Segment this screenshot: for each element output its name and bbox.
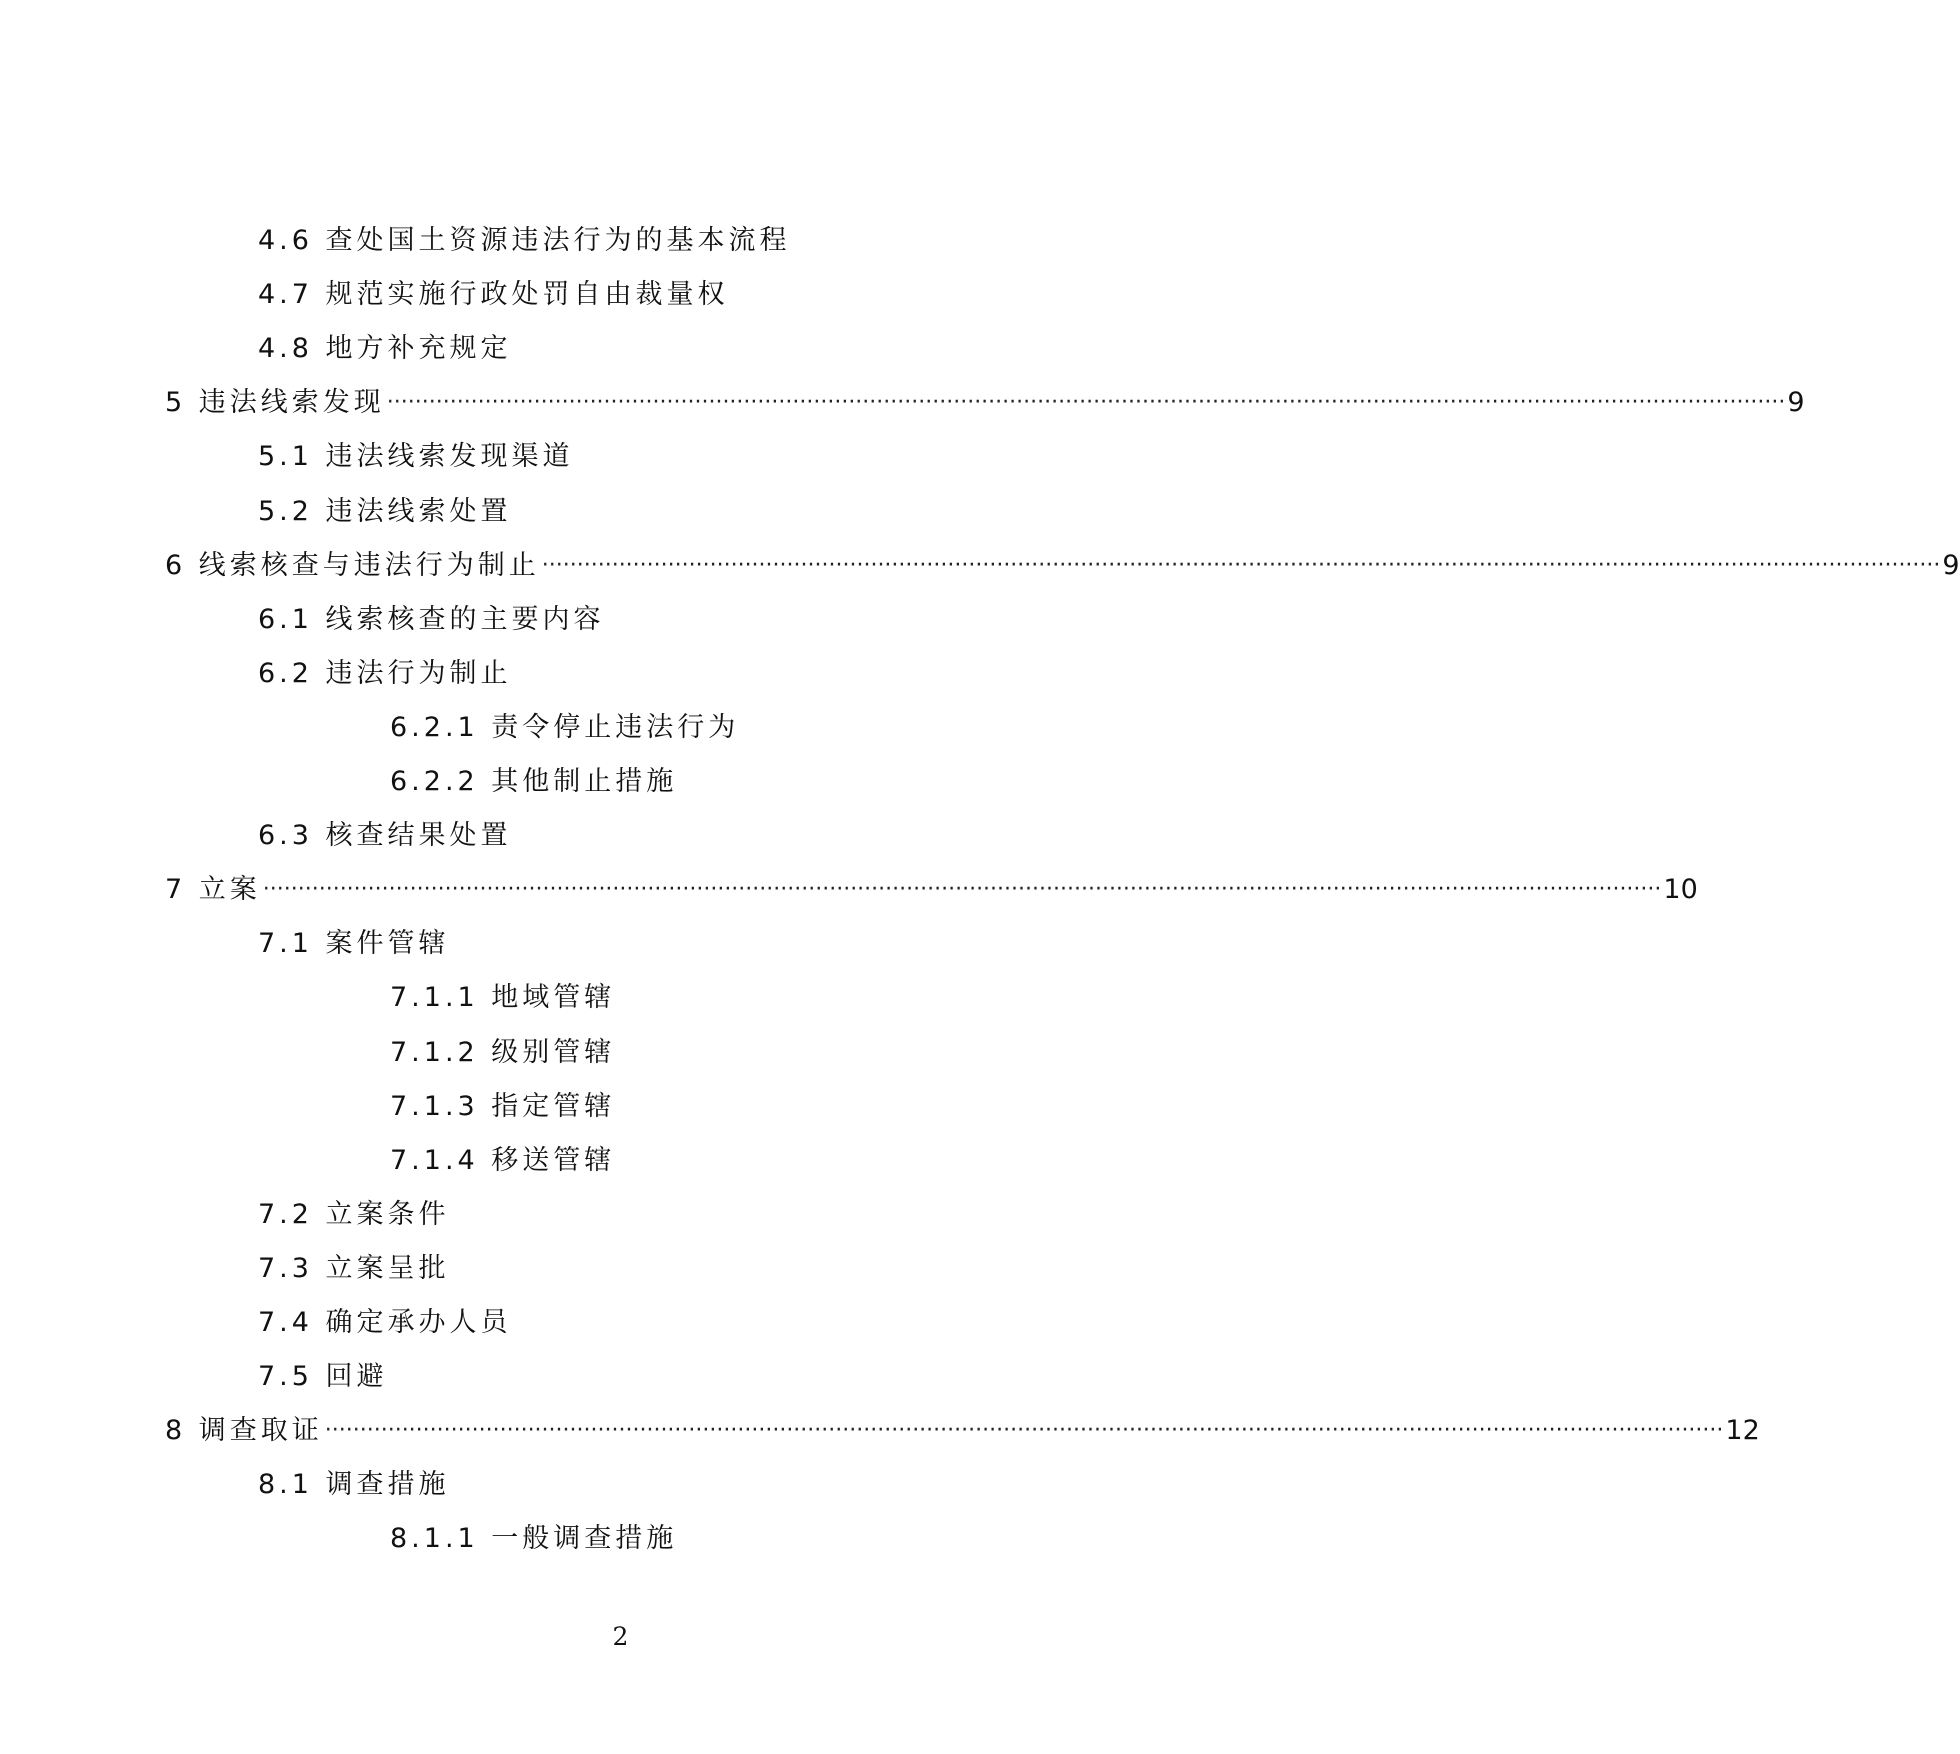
- toc-entry[interactable]: 7.3 立案呈批: [258, 1253, 450, 1284]
- toc-subentry[interactable]: 7.1.4 移送管辖: [390, 1145, 616, 1176]
- toc-chapter-title: 7 立案: [165, 874, 261, 905]
- toc-page-number: 9: [1942, 550, 1960, 581]
- toc-entry[interactable]: 4.6 查处国土资源违法行为的基本流程: [258, 225, 791, 256]
- toc-leader-dots: ········································································································································································································: [324, 1418, 1724, 1443]
- toc-page-number: 12: [1725, 1415, 1760, 1446]
- toc-page-number: 9: [1787, 387, 1805, 418]
- page-number: 2: [612, 1622, 629, 1651]
- toc-entry[interactable]: 7.4 确定承办人员: [258, 1307, 512, 1338]
- toc-chapter-entry[interactable]: [165, 1411, 1760, 1451]
- toc-chapter-entry[interactable]: [165, 546, 1960, 586]
- toc-chapter-title: 8 调查取证: [165, 1415, 323, 1446]
- toc-subentry[interactable]: 7.1.2 级别管辖: [390, 1037, 616, 1068]
- toc-entry[interactable]: 5.2 违法线索处置: [258, 496, 512, 527]
- toc-subentry[interactable]: 6.2.2 其他制止措施: [390, 766, 678, 797]
- toc-entry[interactable]: 7.1 案件管辖: [258, 928, 450, 959]
- toc-subentry[interactable]: 7.1.1 地域管辖: [390, 982, 616, 1013]
- toc-entry[interactable]: 4.7 规范实施行政处罚自由裁量权: [258, 279, 729, 310]
- toc-chapter-title: 5 违法线索发现: [165, 387, 385, 418]
- toc-entry[interactable]: 7.5 回避: [258, 1361, 388, 1392]
- toc-leader-dots: ········································································································································································································: [386, 390, 1786, 415]
- toc-entry[interactable]: 6.1 线索核查的主要内容: [258, 604, 605, 635]
- toc-subentry[interactable]: 8.1.1 一般调查措施: [390, 1523, 678, 1554]
- toc-chapter-title: 6 线索核查与违法行为制止: [165, 550, 540, 581]
- toc-subentry[interactable]: 6.2.1 责令停止违法行为: [390, 712, 740, 743]
- toc-entry[interactable]: 4.8 地方补充规定: [258, 333, 512, 364]
- toc-entry[interactable]: 6.2 违法行为制止: [258, 658, 512, 689]
- toc-entry[interactable]: 7.2 立案条件: [258, 1199, 450, 1230]
- toc-leader-dots: ········································································································································································································: [541, 553, 1941, 578]
- toc-chapter-entry[interactable]: [165, 383, 1805, 423]
- toc-entry[interactable]: 8.1 调查措施: [258, 1469, 450, 1500]
- toc-subentry[interactable]: 7.1.3 指定管辖: [390, 1091, 616, 1122]
- toc-entry[interactable]: 5.1 违法线索发现渠道: [258, 441, 574, 472]
- toc-chapter-entry[interactable]: [165, 870, 1698, 910]
- toc-leader-dots: ········································································································································································································: [262, 877, 1662, 902]
- toc-entry[interactable]: 6.3 核查结果处置: [258, 820, 512, 851]
- toc-page-number: 10: [1663, 874, 1698, 905]
